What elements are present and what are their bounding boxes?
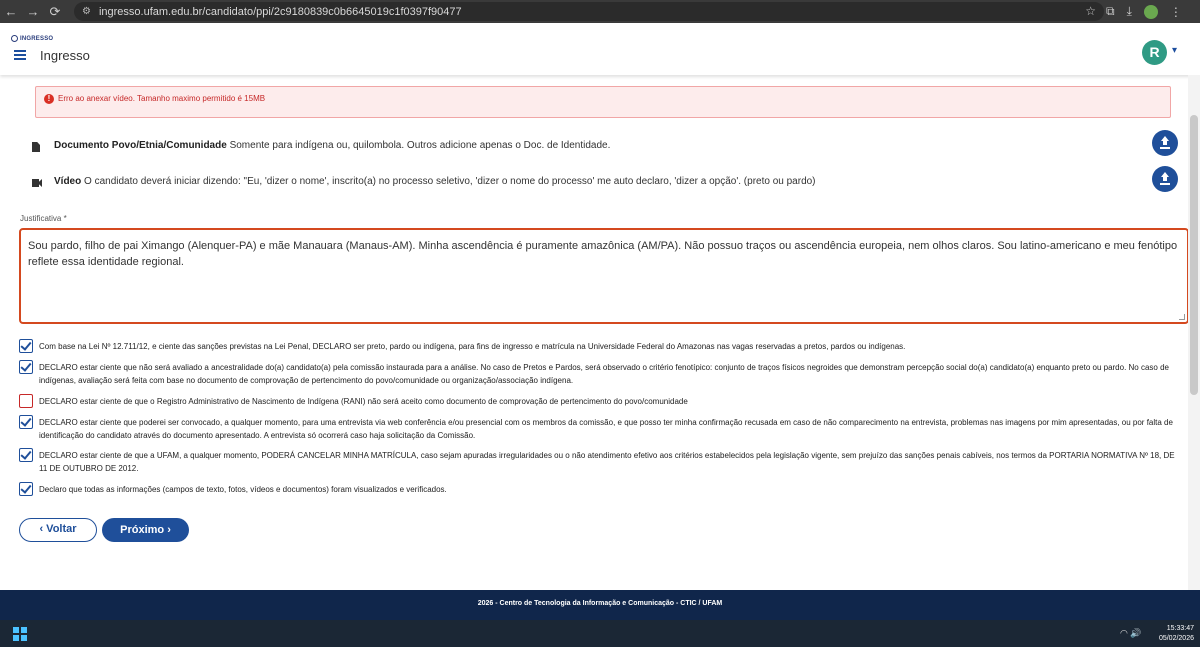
document-description: Somente para indígena ou, quilombola. Outros adicione apenas o Doc. de Identidade. <box>226 140 611 151</box>
page-footer <box>0 590 1200 620</box>
justificativa-textarea[interactable] <box>19 228 1189 324</box>
site-info-icon[interactable]: ⚙ <box>82 6 91 17</box>
declaration-text: DECLARO estar ciente que poderei ser convocado, a qualquer momento, para uma entrevista via web conferência e/ou presencial com os membros da comissão, e que posso ter minha confirmação recusada em caso de não comparecimento na entrevista, problemas nas imagens por mim apresentadas, ou por falta de identificação do candidato através do documento apresentado. A entrevista só ocorrerá caso haja solicitação da Comissão. <box>39 418 1173 440</box>
error-alert <box>35 86 1171 118</box>
declaration-checkbox[interactable] <box>19 415 33 429</box>
next-button[interactable]: Próximo › <box>102 518 189 542</box>
declaration-text: DECLARO estar ciente que não será avaliado a ancestralidade do(a) candidato(a) pela comissão instaurada para a análise. No caso de Pretos e Pardos, será observado o critério fenotípico: conjunto de traços físicos negroides que demonstram percepção social do(a) candidato(a) enquanto preto ou pardo. No caso de indígenas, avaliação será feita com base no documento de comprovação de pertencimento do povo/comunidade ou organização/associação indígena. <box>39 363 1169 385</box>
declaration-checkbox[interactable] <box>19 448 33 462</box>
document-description: O candidato deverá iniciar dizendo: "Eu, 'dizer o nome', inscrito(a) no processo seletivo, 'dizer o nome do processo' me auto declaro, 'dizer a opção'. (preto ou pardo) <box>81 176 816 187</box>
declaration-checkbox[interactable] <box>19 482 33 496</box>
os-taskbar <box>0 620 1200 647</box>
user-avatar[interactable]: R <box>1142 40 1167 65</box>
upload-video-button[interactable] <box>1152 166 1178 192</box>
browser-profile-icon[interactable] <box>1144 5 1158 19</box>
back-arrow-icon[interactable]: ← <box>4 4 18 19</box>
clock-date[interactable]: 05/02/2026 <box>1158 635 1194 642</box>
declaration-text: DECLARO estar ciente de que a UFAM, a qualquer momento, PODERÁ CANCELAR MINHA MATRÍCULA, caso sejam apuradas irregularidades ou o não atendimento efetivo aos critérios estabelecidos pela legislação vigente, sem prejuízo das sanções penais cabíveis, nos termos da PORTARIA NORMATIVA Nº 18, DE 11 DE OUTUBRO DE 2012. <box>39 451 1175 473</box>
document-title: Documento Povo/Etnia/Comunidade <box>54 140 227 151</box>
browser-toolbar <box>0 0 1200 23</box>
forward-arrow-icon[interactable]: → <box>26 4 40 19</box>
error-message: Erro ao anexar vídeo. Tamanho maximo permitido é 15MB <box>58 94 266 103</box>
reload-icon[interactable]: ⟳ <box>49 4 61 19</box>
footer-text: 2026 - Centro de Tecnologia da Informação e Comunicação - CTIC / UFAM <box>477 600 723 607</box>
file-icon <box>32 142 40 152</box>
declaration-checkbox[interactable] <box>19 339 33 353</box>
windows-start-icon[interactable] <box>13 627 27 641</box>
download-icon[interactable]: ⤓ <box>1126 4 1132 18</box>
page-title: Ingresso <box>40 48 90 63</box>
page-scrollbar[interactable] <box>1188 75 1200 590</box>
document-title: Vídeo <box>54 176 82 187</box>
upload-document-button[interactable] <box>1152 130 1178 156</box>
declaration-text: DECLARO estar ciente de que o Registro Administrativo de Nascimento de Indígena (RANI) não será aceito como documento de comprovação de pertencimento do povo/comunidade <box>39 397 688 406</box>
bookmark-star-icon[interactable]: ☆ <box>1085 4 1096 18</box>
resize-handle-icon[interactable] <box>1179 314 1185 320</box>
document-row-povo <box>32 137 1182 167</box>
chevron-down-icon[interactable]: ▾ <box>1172 45 1178 56</box>
back-button[interactable]: ‹ Voltar <box>19 518 97 542</box>
extensions-icon[interactable]: ⧉ <box>1106 4 1115 18</box>
url-text: ingresso.ufam.edu.br/candidato/ppi/2c9180839c0b6645019c1f0397f90477 <box>98 5 462 18</box>
wifi-volume-icon[interactable]: ◠ 🔊 <box>1120 628 1142 638</box>
justificativa-value: Sou pardo, filho de pai Ximango (Alenquer-PA) e mãe Manauara (Manaus-AM). Minha ascendência é puramente amazônica (AM/PA). Não possuo traços ou ascendência europeia, nem olhos claros. Sou latino-americano e meu fenótipo reflete essa identidade regional. <box>28 240 1178 268</box>
video-icon <box>32 179 42 187</box>
hamburger-menu-icon[interactable] <box>14 50 26 60</box>
declaration-checkbox[interactable] <box>19 360 33 374</box>
declaration-text: Declaro que todas as informações (campos de texto, fotos, vídeos e documentos) foram visualizados e verificados. <box>39 485 447 494</box>
declaration-checkbox[interactable] <box>19 394 33 408</box>
clock-time[interactable]: 15:33:47 <box>1166 625 1194 632</box>
browser-menu-icon[interactable]: ⋮ <box>1169 4 1182 19</box>
document-row-video <box>32 173 1182 203</box>
scrollbar-thumb[interactable] <box>1190 115 1198 395</box>
ingresso-logo: INGRESSO <box>11 35 53 42</box>
justificativa-label: Justificativa * <box>20 214 67 223</box>
logo-mark-icon <box>11 35 18 42</box>
app-header <box>0 23 1200 75</box>
declaration-text: Com base na Lei Nº 12.711/12, e ciente das sanções previstas na Lei Penal, DECLARO ser preto, pardo ou indígena, para fins de ingresso e matrícula na Universidade Federal do Amazonas nas vagas reservadas a pretos, pardos ou indígenas. <box>39 342 906 351</box>
error-icon: ! <box>44 94 54 104</box>
address-bar[interactable] <box>74 2 1104 21</box>
